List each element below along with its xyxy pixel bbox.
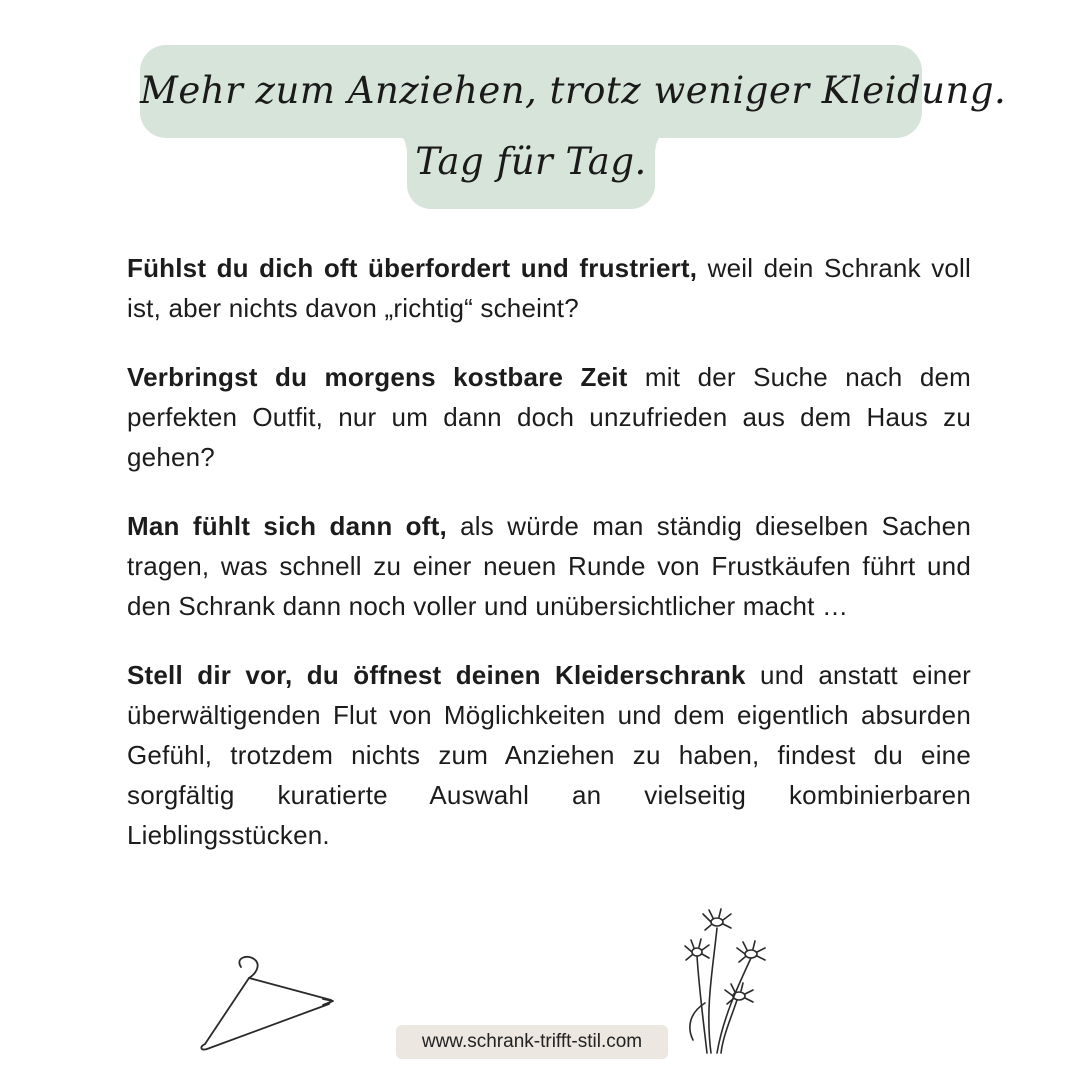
headline-line-2: Tag für Tag. (415, 140, 647, 183)
paragraph-2 (127, 357, 971, 477)
paragraph-4-text: und anstatt einer überwältigenden Flut von Möglichkeiten und dem eigentlich absurden Gefühl, trotzdem nichts zum Anziehen zu haben, findest du eine sorgfältig kuratierte Auswahl an vielseitig kombinierbaren Lieblingsstücken. (127, 660, 971, 850)
paragraph-3-bold: Man fühlt sich dann oft, (127, 511, 447, 541)
paragraph-3 (127, 506, 971, 626)
hanger-icon (195, 952, 340, 1057)
paragraph-1-text: weil dein Schrank voll ist, aber nichts davon „richtig“ scheint? (127, 253, 972, 323)
paragraph-3-text: als würde man ständig dieselben Sachen tragen, was schnell zu einer neuen Runde von Frustkäufen führt und den Schrank dann noch voller und unübersichtlicher macht … (127, 511, 971, 621)
paragraph-2-text: mit der Suche nach dem perfekten Outfit, nur um dann doch unzufrieden aus dem Haus zu gehen? (127, 362, 972, 472)
paragraph-2-bold: Verbringst du morgens kostbare Zeit (127, 362, 628, 392)
body-text (127, 248, 971, 884)
paragraph-4-bold: Stell dir vor, du öffnest deinen Kleiderschrank (127, 660, 746, 690)
paragraph-1-bold: Fühlst du dich oft überfordert und frustriert, (127, 253, 698, 283)
flowers-icon (675, 908, 785, 1058)
headline-line-1: Mehr zum Anziehen, trotz weniger Kleidung. (140, 69, 1007, 112)
paragraph-1 (127, 248, 971, 328)
paragraph-4 (127, 655, 971, 855)
website-url[interactable]: www.schrank-trifft-stil.com (396, 1025, 668, 1059)
